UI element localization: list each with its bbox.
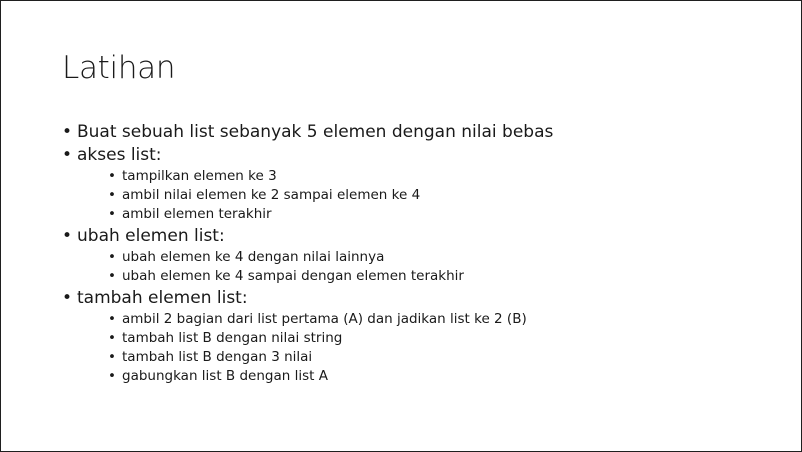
bullet-icon: • xyxy=(62,288,73,308)
sub-bullet-text: ambil nilai elemen ke 2 sampai elemen ke 4 xyxy=(122,187,421,203)
bullet-text: akses list: xyxy=(77,145,162,165)
bullet-icon: • xyxy=(62,122,73,142)
bullet-icon: • xyxy=(108,311,116,327)
sub-bullet-item xyxy=(77,248,782,267)
sub-bullet-item xyxy=(77,267,782,286)
sub-bullet-text: gabungkan list B dengan list A xyxy=(122,368,328,384)
bullet-icon: • xyxy=(108,168,116,184)
sub-bullet-item xyxy=(77,186,782,205)
sub-bullet-list xyxy=(77,167,782,224)
sub-bullet-text: ubah elemen ke 4 dengan nilai lainnya xyxy=(122,249,385,265)
slide-title: Latihan xyxy=(62,50,176,86)
bullet-icon: • xyxy=(62,226,73,246)
bullet-text: ubah elemen list: xyxy=(77,226,225,246)
bullet-icon: • xyxy=(108,268,116,284)
sub-bullet-text: tampilkan elemen ke 3 xyxy=(122,168,277,184)
sub-bullet-item xyxy=(77,205,782,224)
bullet-icon: • xyxy=(108,249,116,265)
bullet-text: tambah elemen list: xyxy=(77,288,248,308)
sub-bullet-item xyxy=(77,310,782,329)
sub-bullet-text: ambil elemen terakhir xyxy=(122,206,272,222)
bullet-icon: • xyxy=(108,206,116,222)
bullet-item-2 xyxy=(62,145,782,224)
bullet-text: Buat sebuah list sebanyak 5 elemen dengan nilai bebas xyxy=(77,122,554,142)
bullet-icon: • xyxy=(108,330,116,346)
bullet-icon: • xyxy=(108,187,116,203)
sub-bullet-list xyxy=(77,248,782,286)
sub-bullet-list xyxy=(77,310,782,386)
bullet-icon: • xyxy=(108,368,116,384)
slide-body xyxy=(62,122,782,386)
bullet-list xyxy=(62,122,782,386)
bullet-item-4 xyxy=(62,288,782,386)
sub-bullet-text: ambil 2 bagian dari list pertama (A) dan jadikan list ke 2 (B) xyxy=(122,311,527,327)
bullet-item-1 xyxy=(62,122,782,143)
sub-bullet-item xyxy=(77,367,782,386)
bullet-icon: • xyxy=(108,349,116,365)
sub-bullet-item xyxy=(77,329,782,348)
bullet-item-3 xyxy=(62,226,782,286)
sub-bullet-text: tambah list B dengan 3 nilai xyxy=(122,349,313,365)
sub-bullet-item xyxy=(77,167,782,186)
sub-bullet-text: tambah list B dengan nilai string xyxy=(122,330,343,346)
bullet-icon: • xyxy=(62,145,73,165)
sub-bullet-text: ubah elemen ke 4 sampai dengan elemen terakhir xyxy=(122,268,464,284)
sub-bullet-item xyxy=(77,348,782,367)
